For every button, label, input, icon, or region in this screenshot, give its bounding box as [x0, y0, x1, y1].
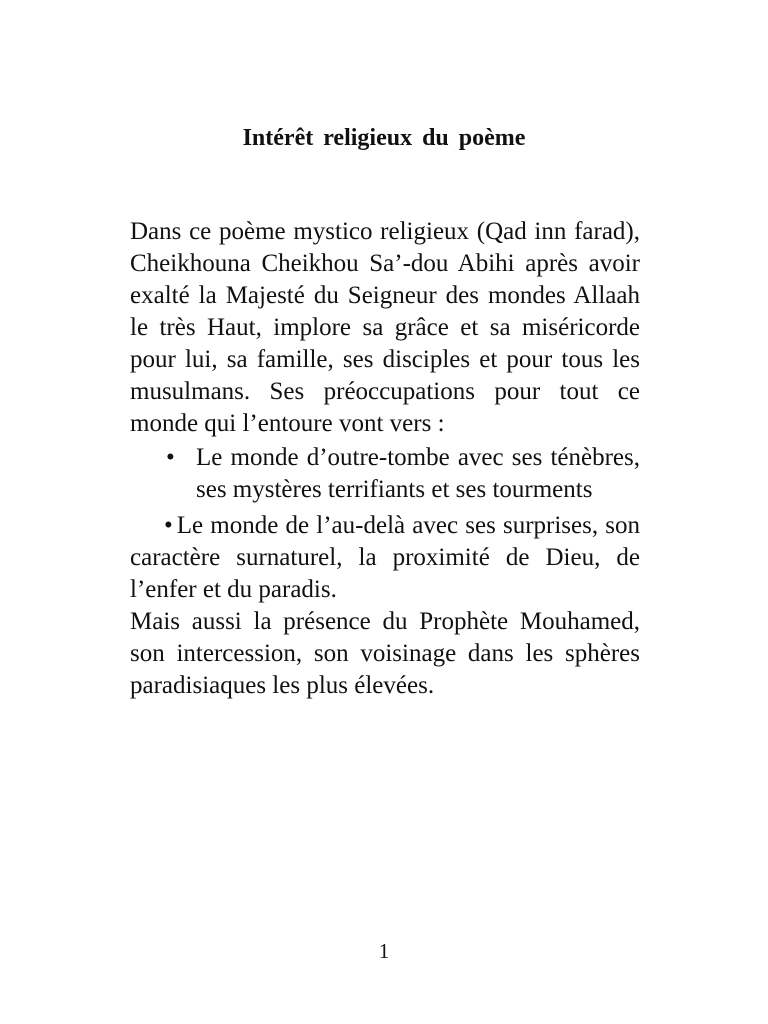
- closing-paragraph: Mais aussi la présence du Prophète Mouhamed, son intercession, son voisinage dans les sphères paradisiaques les plus élevées.: [130, 608, 640, 699]
- bullet-item-au-dela: [130, 510, 640, 606]
- bullet-item-outre-tombe: [130, 442, 640, 506]
- page-number: 1: [378, 939, 390, 963]
- bullet-text: Le monde de l’au-delà avec ses surprises, son caractère surnaturel, la proximité de Dieu, de l’enfer et du paradis.: [130, 512, 640, 603]
- intro-paragraph: Dans ce poème mystico religieux (Qad inn farad), Cheikhouna Cheikhou Sa’-dou Abihi après avoir exalté la Majesté du Seigneur des mondes Allaah le très Haut, implore sa grâce et sa miséricorde pour lui, sa famille, ses disciples et pour tous les musulmans. Ses préoccupations pour tout ce monde qui l’entoure vont vers :: [130, 218, 640, 437]
- bullet-text: Le monde d’outre-tombe avec ses ténèbres, ses mystères terrifiants et ses tourments: [196, 444, 640, 503]
- bullet-list: [130, 442, 640, 506]
- bullet-dot: •: [164, 512, 173, 539]
- page-title: Intérêt religieux du poème: [242, 125, 526, 151]
- bullet-dot: •: [166, 444, 175, 471]
- document-body: [130, 216, 640, 702]
